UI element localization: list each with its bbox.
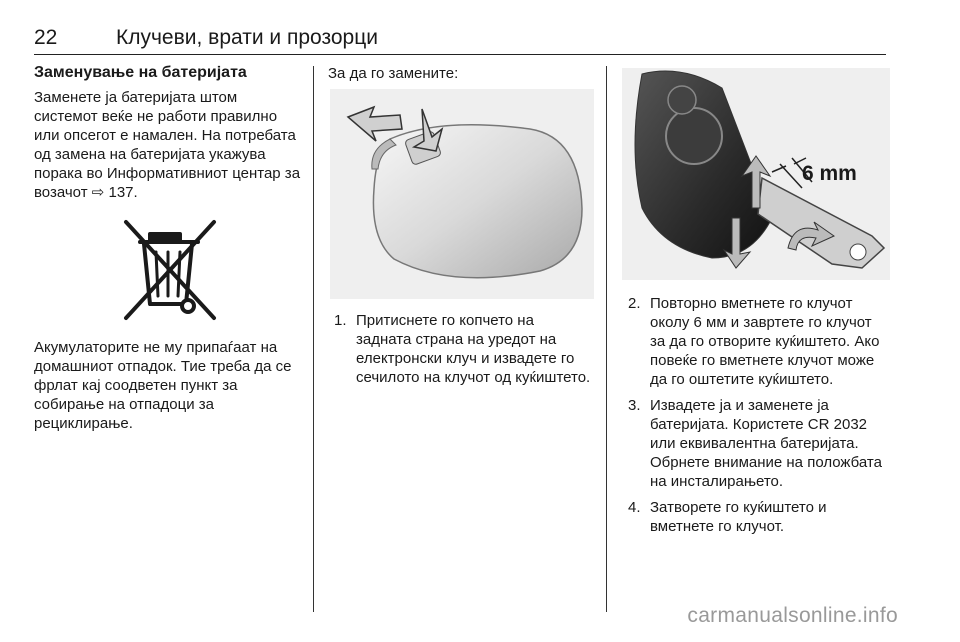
step-number: 4. (628, 499, 641, 516)
step-number: 3. (628, 397, 641, 414)
step-number: 1. (334, 312, 347, 329)
instructions-lead: За да го замените: (328, 65, 459, 82)
list-item (622, 498, 890, 536)
steps-list-part-2 (622, 294, 890, 536)
watermark: carmanualsonline.info (687, 604, 898, 627)
list-item (622, 396, 890, 491)
page-reference-arrow-icon: ⇨ (91, 183, 105, 201)
page-reference-link[interactable]: 137. (108, 184, 138, 201)
page-header (34, 24, 886, 55)
step-text: Повторно вметнете го клучот околу 6 мм и завртете го клучот за да го отворите куќиштето. Ако повеќе го вметнете клучот може да го оштетите куќиштето. (650, 295, 880, 388)
step-text: Извадете ја и заменете ја батеријата. Користете CR 2032 или еквивалентна батеријата. Обрнете внимание на положбата на инсталирањето. (650, 397, 882, 490)
step-number: 2. (628, 295, 641, 312)
list-item (328, 311, 592, 387)
steps-list-part-1 (328, 311, 592, 387)
instructions-column-continued (622, 64, 890, 543)
instructions-column (328, 64, 592, 394)
intro-text: Заменете ја батеријата штом системот веќе не работи правилно или опсегот е намален. На потребата од замена на батеријата укажува порака во Информативниот центар за возачот (34, 89, 301, 201)
list-item (622, 294, 890, 389)
chapter-title: Клучеви, врати и прозорци (116, 26, 378, 49)
column-divider (606, 66, 607, 612)
measurement-label: 6 mm (802, 162, 857, 185)
key-fob-open-illustration (622, 68, 890, 280)
column-divider (313, 66, 314, 612)
section-heading: Заменување на батеријата (34, 64, 247, 81)
battery-section (34, 64, 302, 433)
recycling-notice: Акумулаторите не му припаѓаат на домашниот отпадок. Тие треба да се фрлат кај соодветен пункт за собирање на отпадоци за рециклирање. (34, 339, 292, 432)
step-text: Затворете го куќиштето и вметнете го клучот. (650, 499, 827, 535)
step-text: Притиснете го копчето на задната страна на уредот на електронски клуч и извадете го сечилото на клучот од куќиштето. (356, 312, 591, 386)
key-fob-back-illustration (330, 89, 594, 299)
intro-paragraph (34, 88, 302, 202)
page-number: 22 (34, 26, 58, 49)
recycling-bin-crossed-icon (114, 218, 222, 326)
